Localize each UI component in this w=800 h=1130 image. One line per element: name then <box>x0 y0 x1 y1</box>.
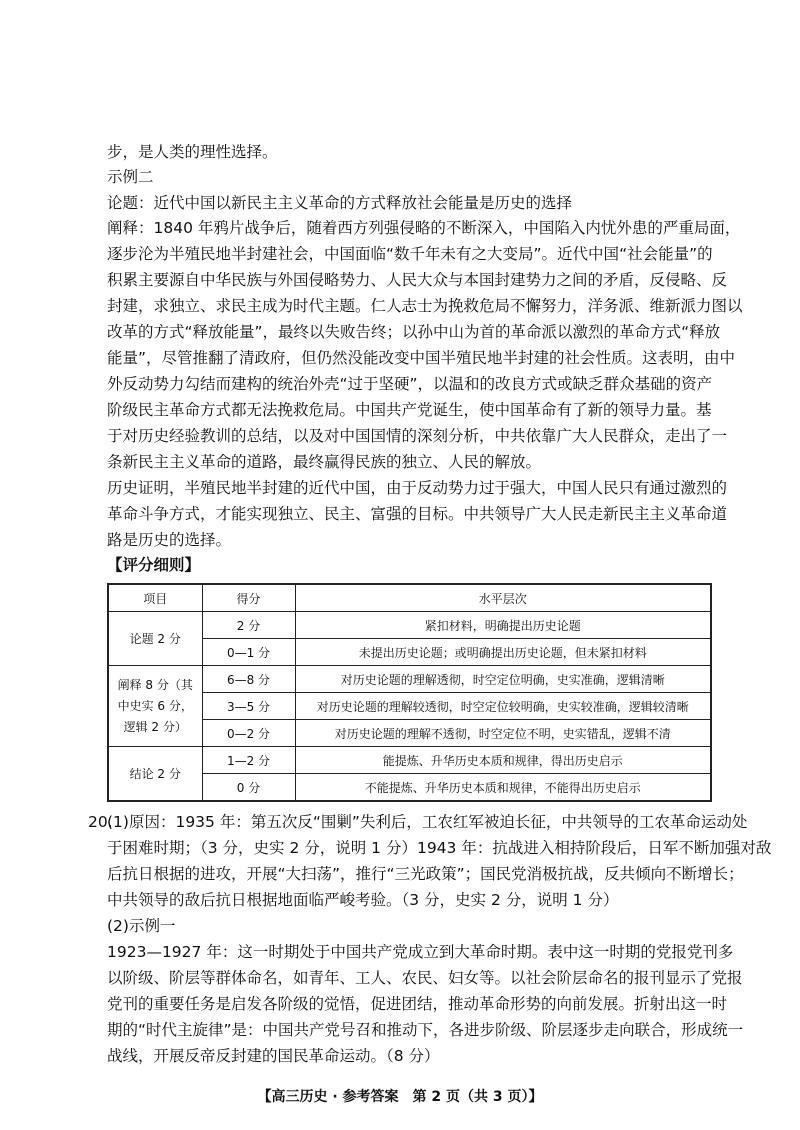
score-cell: 3—5 分 <box>202 693 295 720</box>
text-line: 步，是人类的理性选择。 <box>107 143 278 161</box>
text-line: 战线，开展反帝反封建的国民革命运动。（8 分） <box>107 1047 440 1065</box>
page-footer: 【高三历史 · 参考答案 第 2 页（共 3 页）】 <box>257 1089 543 1105</box>
item-cell: 论题 2 分 <box>108 612 202 666</box>
table-row <box>108 747 711 774</box>
text-line: 历史证明，半殖民地半封建的近代中国，由于反动势力过于强大，中国人民只有通过激烈的 <box>107 479 728 497</box>
text-line: 阶级民主革命方式都无法挽救危局。中国共产党诞生，使中国革命有了新的领导力量。基 <box>107 401 712 419</box>
text-line: 积累主要源自中华民族与外国侵略势力、人民大众与本国封建势力之间的矛盾，反侵略、反 <box>107 271 728 289</box>
item-cell <box>108 666 202 747</box>
scoring-rules-heading: 【评分细则】 <box>107 556 201 574</box>
text-line: 于对历史经验教训的总结，以及对中国国情的深刻分析，中共依靠广大人民群众，走出了一 <box>107 427 728 445</box>
text-line: (1)原因：1935 年：第五次反“围剿”失利后，工农红军被迫长征，中共领导的工农革命运动处 <box>107 813 748 831</box>
scoring-table <box>107 583 712 802</box>
text-line: 后抗日根据的进攻，开展“大扫荡”，推行“三光政策”；国民党消极抗战，反共倾向不断增长； <box>107 865 744 883</box>
header-level: 水平层次 <box>295 584 711 612</box>
level-cell: 对历史论题的理解透彻，时空定位明确，史实准确，逻辑清晰 <box>295 666 711 693</box>
text-line: 于困难时期；（3 分，史实 2 分，说明 1 分）1943 年：抗战进入相持阶段后，日军不断加强对敌 <box>107 839 772 857</box>
level-cell: 能提炼、升华历史本质和规律，得出历史启示 <box>295 747 711 774</box>
table-row <box>108 612 711 639</box>
thesis-line: 论题：近代中国以新民主主义革命的方式释放社会能量是历史的选择 <box>107 194 573 212</box>
text-line: 能量”，尽管推翻了清政府，但仍然没能改变中国半殖民地半封建的社会性质。这表明，由中 <box>107 349 736 367</box>
level-cell: 对历史论题的理解不透彻，时空定位不明，史实错乱，逻辑不清 <box>295 720 711 747</box>
score-cell: 0 分 <box>202 774 295 802</box>
text-line: 党刊的重要任务是启发各阶级的觉悟，促进团结，推动革命形势的向前发展。折射出这一时 <box>107 995 728 1013</box>
text-line: 阐释：1840 年鸦片战争后，随着西方列强侵略的不断深入，中国陷入内忧外患的严重局面， <box>107 219 741 237</box>
score-cell: 2 分 <box>202 612 295 639</box>
level-cell: 对历史论题的理解较透彻，时空定位较明确，史实较准确，逻辑较清晰 <box>295 693 711 720</box>
text-line: 以阶级、阶层等群体命名，如青年、工人、农民、妇女等。以社会阶层命名的报刊显示了党报 <box>107 969 743 987</box>
example-heading: 示例二 <box>107 168 154 186</box>
text-line: 期的“时代主旋律”是：中国共产党号召和推动下，各进步阶级、阶层逐步走向联合，形成统一 <box>107 1021 744 1039</box>
text-line: 革命斗争方式，才能实现独立、民主、富强的目标。中共领导广大人民走新民主主义革命道 <box>107 505 728 523</box>
table-header-row <box>108 584 711 612</box>
level-cell: 未提出历史论题；或明确提出历史论题，但未紧扣材料 <box>295 639 711 666</box>
score-cell: 0—2 分 <box>202 720 295 747</box>
score-cell: 1—2 分 <box>202 747 295 774</box>
score-cell: 6—8 分 <box>202 666 295 693</box>
question-number: 20. <box>88 813 113 831</box>
level-cell: 紧扣材料，明确提出历史论题 <box>295 612 711 639</box>
text-line: 封建，求独立、求民主成为时代主题。仁人志士为挽救危局不懈努力，洋务派、维新派力图以 <box>107 297 743 315</box>
text-line: 路是历史的选择。 <box>107 531 232 549</box>
text-line: 改革的方式“释放能量”，最终以失败告终；以孙中山为首的革命派以激烈的革命方式“释放 <box>107 323 721 341</box>
text-line: 中共领导的敌后抗日根据地面临严峻考验。（3 分，史实 2 分，说明 1 分） <box>107 891 619 909</box>
item-cell-line: 逻辑 2 分） <box>123 719 187 734</box>
level-cell: 不能提炼、升华历史本质和规律，不能得出历史启示 <box>295 774 711 802</box>
example-heading: (2)示例一 <box>107 917 176 935</box>
item-cell: 结论 2 分 <box>108 747 202 802</box>
text-line: 外反动势力勾结而建构的统治外壳“过于坚硬”，以温和的改良方式或缺乏群众基础的资产 <box>107 375 713 393</box>
header-item: 项目 <box>108 584 202 612</box>
text-line: 条新民主主义革命的道路，最终赢得民族的独立、人民的解放。 <box>107 453 542 471</box>
item-cell-line: 阐释 8 分（其 <box>117 677 193 692</box>
text-line: 1923—1927 年：这一时期处于中国共产党成立到大革命时期。表中这一时期的党报党刊多 <box>107 943 734 961</box>
text-line: 逐步沦为半殖民地半封建社会，中国面临“数千年未有之大变局”。近代中国“社会能量”的 <box>107 245 713 263</box>
score-cell: 0—1 分 <box>202 639 295 666</box>
table-row <box>108 666 711 693</box>
item-cell-line: 中史实 6 分， <box>117 698 193 713</box>
header-score: 得分 <box>202 584 295 612</box>
